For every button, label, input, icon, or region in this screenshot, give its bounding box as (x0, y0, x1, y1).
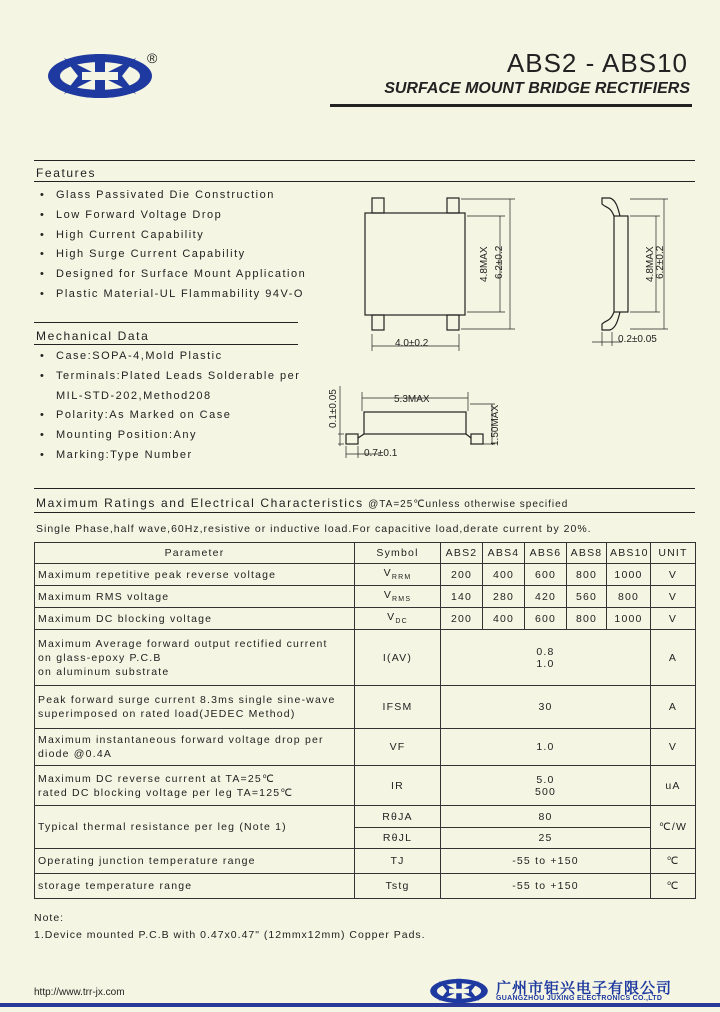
dim-top-width: 4.0±0.2 (395, 338, 429, 349)
param-line: on aluminum substrate (38, 665, 170, 678)
value-line: 0.8 (536, 645, 555, 658)
ratings-condition: @TA=25℃unless otherwise specified (368, 499, 569, 510)
registered-mark: ® (147, 50, 158, 66)
value-cell: 140 (441, 586, 483, 608)
ratings-table (34, 542, 696, 899)
symbol-cell: IR (355, 766, 441, 806)
features-title: Features (36, 166, 97, 180)
param-line: superimposed on rated load(JEDEC Method) (38, 708, 296, 720)
dim-front-lead: 0.1±0.05 (328, 389, 339, 428)
ratings-top-line (34, 488, 695, 489)
page-subtitle: SURFACE MOUNT BRIDGE RECTIFIERS (384, 80, 690, 97)
list-item: MIL-STD-202,Method208 (56, 389, 212, 402)
header-cell: Parameter (35, 543, 355, 564)
unit-cell: ℃ (651, 874, 696, 899)
table-row (35, 608, 696, 630)
value-cell (441, 630, 651, 686)
table-row (35, 766, 696, 806)
param-line: Maximum Average forward output rectified current (38, 637, 328, 650)
symbol-cell (355, 608, 441, 630)
table-row (35, 849, 696, 874)
header-cell: UNIT (651, 543, 696, 564)
unit-cell: ℃ (651, 849, 696, 874)
list-item: • Mounting Position:Any (34, 426, 300, 446)
list-item: • High Surge Current Capability (34, 245, 306, 265)
mechanical-list (34, 347, 300, 466)
param-cell: Operating junction temperature range (35, 849, 355, 874)
header-cell: ABS6 (525, 543, 567, 564)
footer-bar (0, 1003, 720, 1007)
param-line: diode @0.4A (38, 748, 113, 760)
header-divider (330, 104, 692, 107)
page-title: ABS2 - ABS10 (506, 48, 688, 78)
package-outline-drawing (330, 186, 700, 476)
mechanical-bottom-line (34, 344, 298, 345)
table-row (35, 806, 696, 828)
dim-top-h2: 6.2±0.2 (494, 245, 505, 279)
param-cell: Typical thermal resistance per leg (Note 1) (35, 806, 355, 849)
dim-side-h2: 6.2±0.2 (655, 245, 666, 279)
list-item: • Designed for Surface Mount Application (34, 265, 306, 285)
symbol-sub: DC (395, 618, 408, 626)
symbol-cell: I(AV) (355, 630, 441, 686)
note-item: 1.Device mounted P.C.B with 0.47x0.47" (12mmx12mm) Copper Pads. (34, 929, 426, 941)
list-item: • Case:SOPA-4,Mold Plastic (34, 347, 300, 367)
value-cell: 1.0 (441, 729, 651, 766)
param-line: Maximum instantaneous forward voltage drop per (38, 734, 324, 746)
unit-cell: V (651, 586, 696, 608)
dim-front-height: 1.50MAX (490, 404, 501, 446)
list-item: • Marking:Type Number (34, 446, 300, 466)
unit-cell: A (651, 686, 696, 729)
dim-top-h1: 4.8MAX (479, 246, 490, 282)
param-cell: Maximum DC blocking voltage (35, 608, 355, 630)
symbol-text: V (387, 611, 396, 624)
symbol-text: V (383, 589, 393, 602)
value-cell: 80 (441, 806, 651, 828)
symbol-cell: VF (355, 729, 441, 766)
symbol-cell (355, 586, 441, 608)
param-line: Peak forward surge current 8.3ms single sine-wave (38, 694, 336, 706)
ratings-note-line: Single Phase,half wave,60Hz,resistive or inductive load.For capacitive load,derate current by 20%. (36, 523, 592, 535)
param-cell (35, 686, 355, 729)
value-cell: 800 (567, 564, 607, 586)
value-cell: 400 (483, 564, 525, 586)
ratings-title: Maximum Ratings and Electrical Characteristics (36, 496, 364, 510)
footer-company-cn: 广州市钜兴电子有限公司 (496, 980, 673, 997)
dim-front-pitch: 0.7±0.1 (364, 448, 398, 459)
notes-title: Note: (34, 912, 65, 924)
value-cell (441, 766, 651, 806)
value-cell: 280 (483, 586, 525, 608)
header-cell: ABS4 (483, 543, 525, 564)
mechanical-top-line (34, 322, 298, 323)
param-cell (35, 766, 355, 806)
dim-front-width: 5.3MAX (394, 394, 430, 405)
table-row (35, 729, 696, 766)
value-cell: 600 (525, 564, 567, 586)
mechanical-title: Mechanical Data (36, 329, 150, 343)
param-cell: Maximum RMS voltage (35, 586, 355, 608)
param-cell (35, 630, 355, 686)
value-cell: 1000 (607, 608, 651, 630)
value-cell: 1000 (607, 564, 651, 586)
list-item: • Low Forward Voltage Drop (34, 206, 306, 226)
ratings-bottom-line (34, 512, 695, 513)
value-line: 500 (534, 785, 557, 798)
footer-company-en: GUANGZHOU JUXING ELECTRONICS CO.,LTD (496, 995, 663, 1002)
param-cell: storage temperature range (35, 874, 355, 899)
dim-side-lead: 0.2±0.05 (618, 334, 657, 345)
table-row (35, 630, 696, 686)
unit-cell: V (651, 608, 696, 630)
value-cell: 25 (441, 828, 651, 849)
value-line: 1.0 (536, 657, 555, 670)
unit-cell: A (651, 630, 696, 686)
value-cell: 560 (567, 586, 607, 608)
list-item: • Glass Passivated Die Construction (34, 186, 306, 206)
unit-cell: ℃/W (651, 806, 696, 849)
param-cell: Maximum repetitive peak reverse voltage (35, 564, 355, 586)
symbol-cell: RθJL (355, 828, 441, 849)
footer-logo (428, 976, 490, 1006)
param-line: rated DC blocking voltage per leg TA=125℃ (38, 786, 294, 799)
value-cell: 30 (441, 686, 651, 729)
table-row (35, 586, 696, 608)
value-line: 5.0 (536, 773, 555, 786)
header-cell: ABS10 (607, 543, 651, 564)
features-top-line (34, 160, 695, 161)
value-cell: 800 (567, 608, 607, 630)
value-cell: -55 to +150 (441, 874, 651, 899)
header-cell: ABS8 (567, 543, 607, 564)
symbol-sub: RRM (391, 574, 412, 582)
value-cell: 200 (441, 608, 483, 630)
table-row (35, 874, 696, 899)
dim-side-h1: 4.8MAX (645, 246, 656, 282)
value-cell: 400 (483, 608, 525, 630)
param-line: Maximum DC reverse current at TA=25℃ (38, 772, 275, 785)
symbol-cell: IFSM (355, 686, 441, 729)
symbol-cell: RθJA (355, 806, 441, 828)
symbol-cell: Tstg (355, 874, 441, 899)
list-item: • Terminals:Plated Leads Solderable per (34, 367, 300, 387)
symbol-text: V (383, 567, 392, 580)
list-item: • Polarity:As Marked on Case (34, 406, 300, 426)
unit-cell: V (651, 564, 696, 586)
value-cell: 800 (607, 586, 651, 608)
features-list (34, 186, 306, 305)
unit-cell: V (651, 729, 696, 766)
symbol-cell (355, 564, 441, 586)
value-cell: 200 (441, 564, 483, 586)
company-logo (44, 50, 156, 102)
ratings-heading (36, 494, 568, 512)
features-bottom-line (34, 181, 695, 182)
param-cell (35, 729, 355, 766)
unit-cell: uA (651, 766, 696, 806)
table-row (35, 686, 696, 729)
footer-url[interactable]: http://www.trr-jx.com (34, 987, 125, 998)
list-item: • Plastic Material-UL Flammability 94V-O (34, 285, 306, 305)
value-cell: 600 (525, 608, 567, 630)
value-cell: 420 (525, 586, 567, 608)
header-cell: Symbol (355, 543, 441, 564)
table-header-row (35, 543, 696, 564)
header-cell: ABS2 (441, 543, 483, 564)
param-line: on glass-epoxy P.C.B (38, 651, 162, 664)
value-cell: -55 to +150 (441, 849, 651, 874)
symbol-sub: RMS (392, 596, 412, 604)
list-item: • High Current Capability (34, 226, 306, 246)
table-row (35, 564, 696, 586)
symbol-cell: TJ (355, 849, 441, 874)
